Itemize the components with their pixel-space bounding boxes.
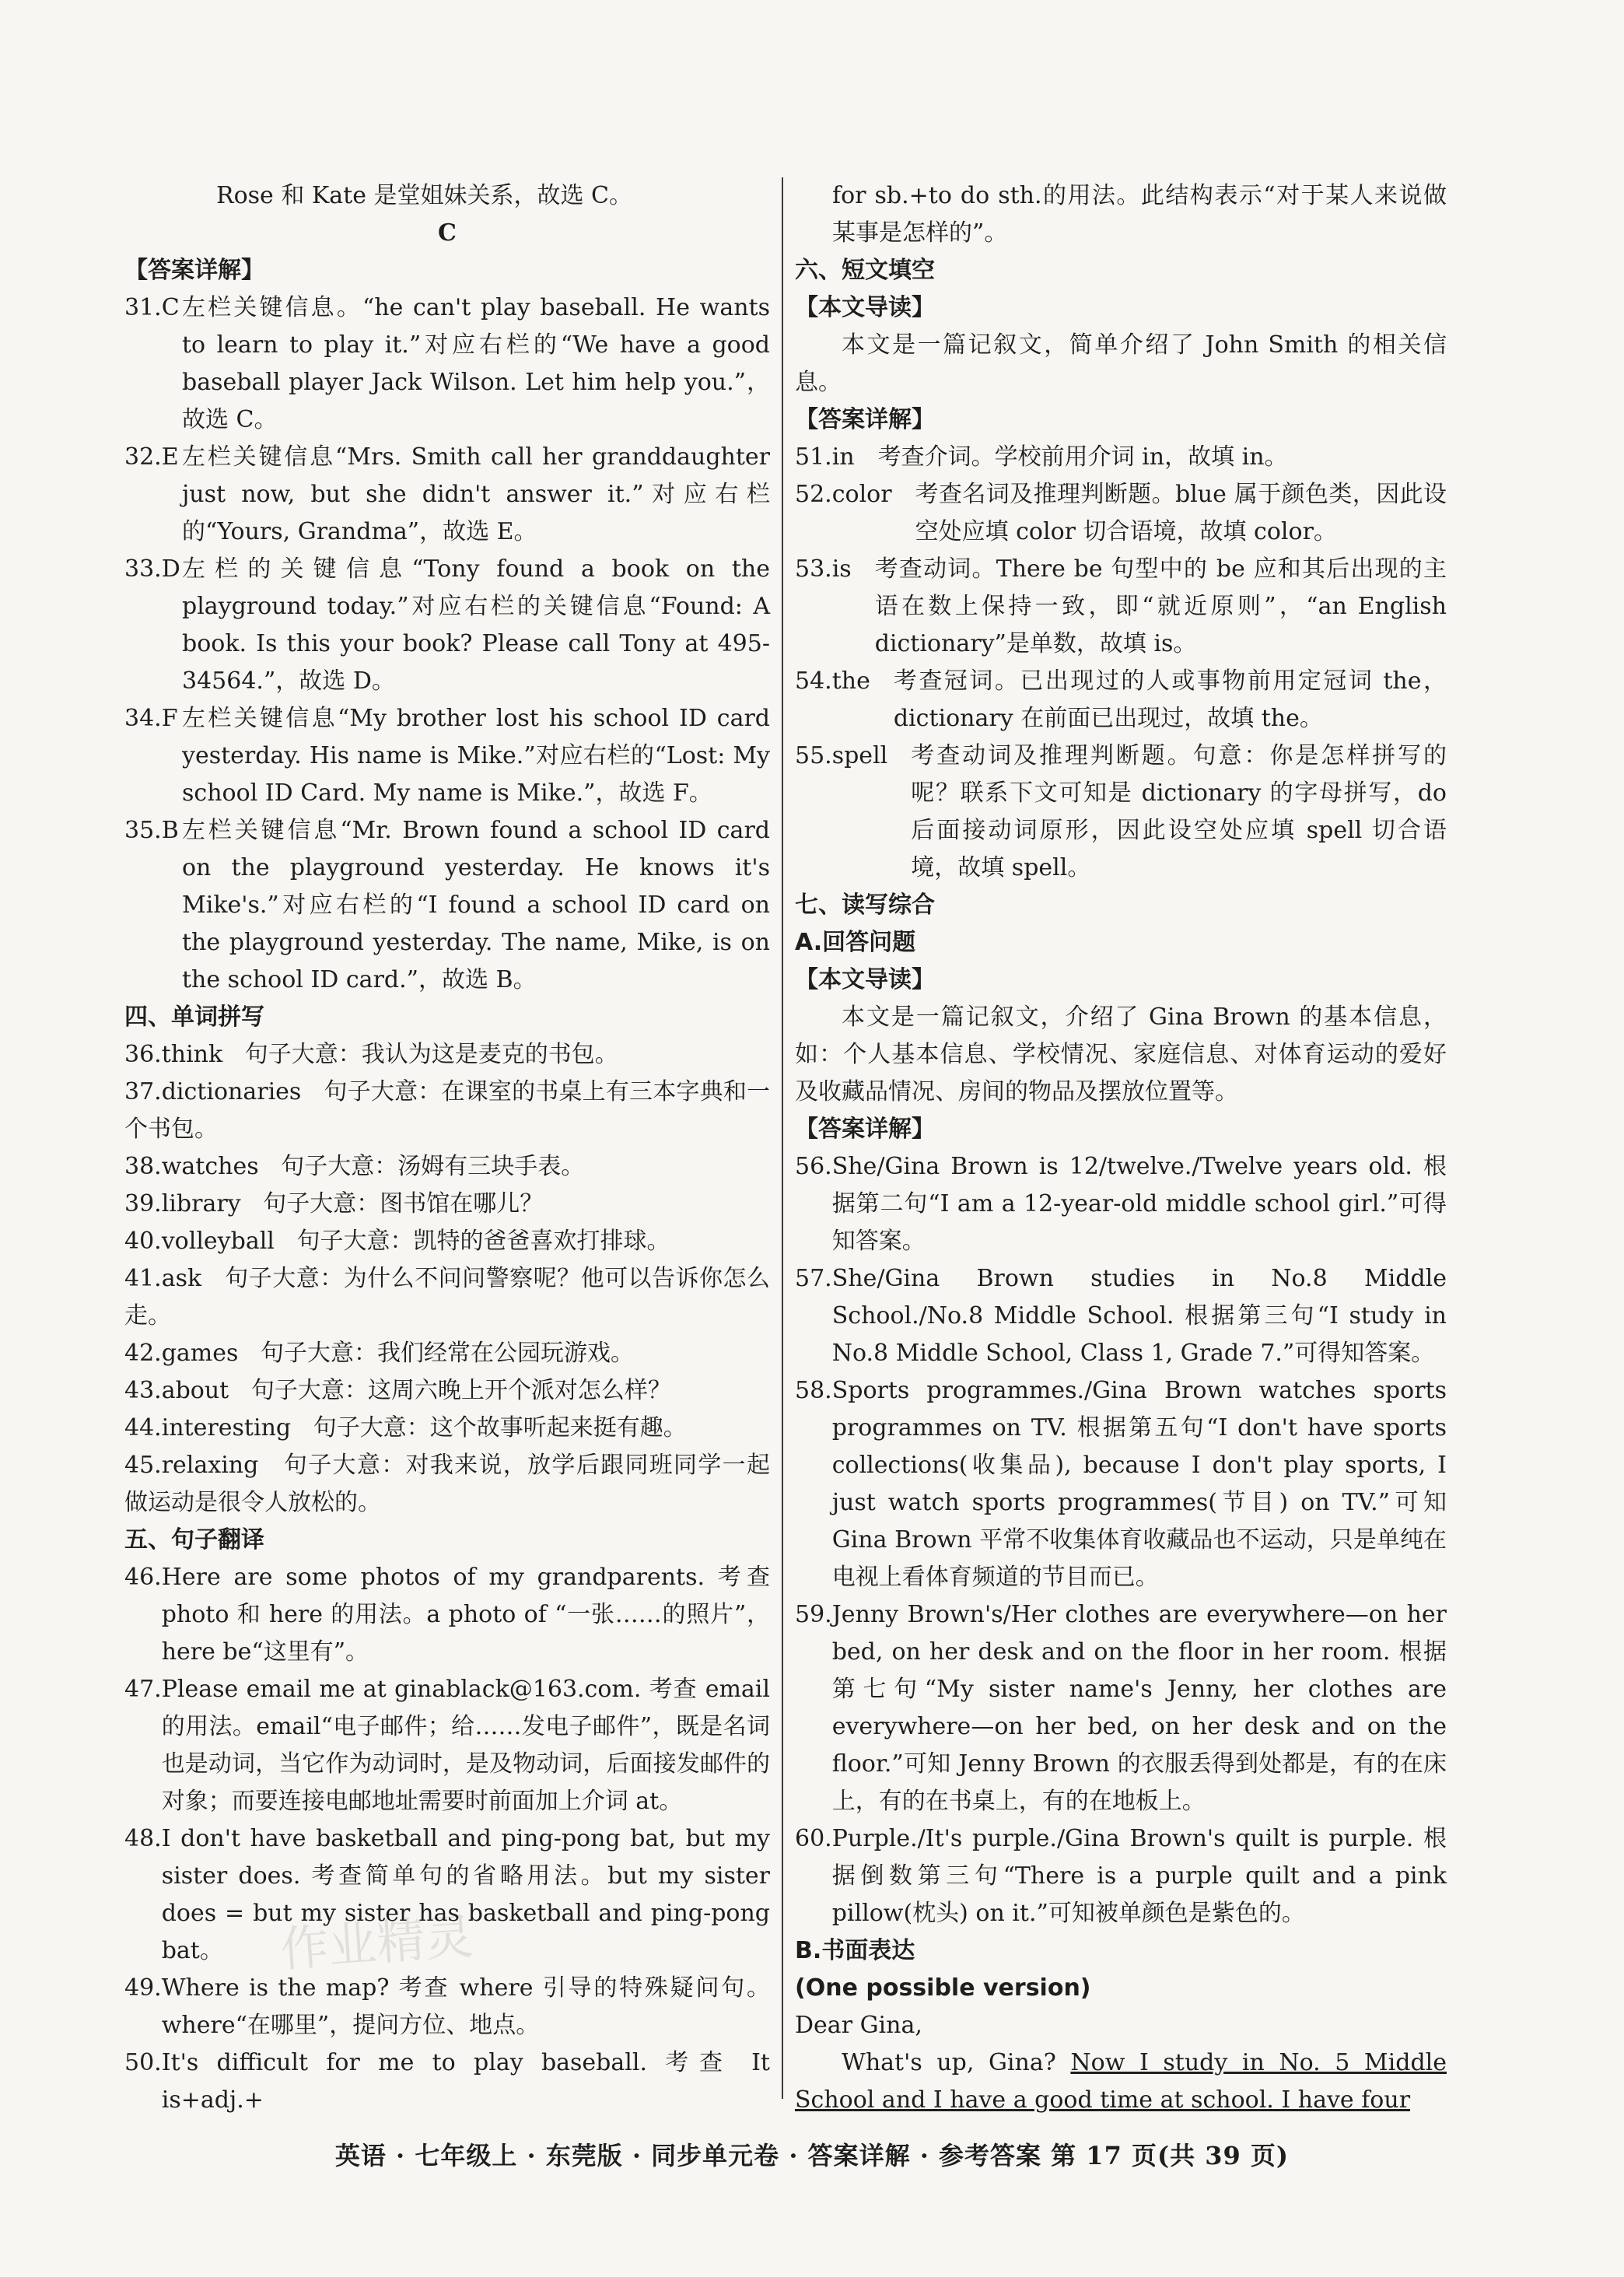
qa-item: 60. Purple./It's purple./Gina Brown's quilt is purple. 根据倒数第三句“There is a purple quilt and a pink pillow(枕头) on it.”可知被单颜色是紫色的。 bbox=[795, 1825, 1447, 1927]
answer-heading: 【答案详解】 bbox=[795, 406, 935, 433]
watermark: 作业精灵 bbox=[278, 1907, 475, 1978]
guide-heading: 【本文导读】 bbox=[795, 966, 935, 993]
word-item: 37.dictionaries 句子大意：在课室的书桌上有三本字典和一个书包。 bbox=[124, 1078, 771, 1143]
fill-item: 52.color 考查名词及推理判断题。blue 属于颜色类，因此设空处应填 color 切合语境，故填 color。 bbox=[795, 481, 1447, 545]
translation-item: 46. Here are some photos of my grandparents. 考查 photo 和 here 的用法。a photo of “一张……的照片”，here be“这里有”。 bbox=[124, 1564, 770, 1666]
subsection-b-heading: B.书面表达 bbox=[795, 1937, 915, 1964]
translation-item: 48. I don't have basketball and ping-pong bat, but my sister does. 考查简单句的省略用法。but my sister does = but my sister has basketball and ping-pong bat。 bbox=[124, 1825, 770, 1964]
word-item: 38.watches 句子大意：汤姆有三块手表。 bbox=[124, 1153, 585, 1180]
qa-item: 59. Jenny Brown's/Her clothes are everywhere—on her bed, on her desk and on the floor in her room. 根据第七句“My sister name's Jenny, her clothes are everywhere—on her bed, on her desk and on the floor.”可知 Jenny Brown 的衣服丢得到处都是，有的在床上，有的在书桌上，有的在地板上。 bbox=[795, 1601, 1447, 1815]
continued-text: for sb.+to do sth.的用法。此结构表示“对于某人来说做某事是怎样的”。 bbox=[832, 182, 1447, 247]
fill-item: 55.spell 考查动词及推理判断题。句意：你是怎样拼写的呢？联系下文可知是 dictionary 的字母拼写，do 后面接动词原形，因此设空处应填 spell 切合语境，故填 spell。 bbox=[795, 742, 1447, 881]
section-c-label: C bbox=[438, 219, 457, 247]
subsection-a-heading: A.回答问题 bbox=[795, 929, 916, 956]
word-item: 43.about 句子大意：这周六晚上开个派对怎么样？ bbox=[124, 1377, 671, 1404]
section-5-heading: 五、句子翻译 bbox=[124, 1526, 264, 1554]
section-7-heading: 七、读写综合 bbox=[795, 892, 935, 919]
right-column bbox=[795, 177, 1447, 2119]
word-item: 39.library 句子大意：图书馆在哪儿？ bbox=[124, 1190, 544, 1217]
word-item: 41.ask 句子大意：为什么不问问警察呢？他可以告诉你怎么走。 bbox=[124, 1265, 771, 1329]
page-footer: 英语 · 七年级上 · 东莞版 · 同步单元卷 · 答案详解 · 参考答案 第 17 页(共 39 页) bbox=[334, 2141, 1290, 2170]
word-item: 42.games 句子大意：我们经常在公园玩游戏。 bbox=[124, 1340, 635, 1367]
qa-item: 56. She/Gina Brown is 12/twelve./Twelve years old. 根据第二句“I am a 12-year-old middle school girl.”可得知答案。 bbox=[795, 1153, 1447, 1255]
letter-salutation: Dear Gina, bbox=[795, 2012, 922, 2039]
answer-item: 34.F 左栏关键信息“My brother lost his school ID card yesterday. His name is Mike.”对应右栏的“Lost: My school ID Card. My name is Mike.”，故选 F。 bbox=[124, 705, 770, 807]
section-4-heading: 四、单词拼写 bbox=[124, 1004, 264, 1031]
translation-item: 50. It's difficult for me to play baseball. 考查 It is+adj.+ bbox=[124, 2049, 770, 2114]
word-item: 40.volleyball 句子大意：凯特的爸爸喜欢打排球。 bbox=[124, 1228, 670, 1255]
answer-heading: 【答案详解】 bbox=[124, 257, 264, 284]
version-label: (One possible version) bbox=[795, 1974, 1091, 2002]
qa-item: 58. Sports programmes./Gina Brown watches sports programmes on TV. 根据第五句“I don't have sports collections(收集品), because I don't play sports, I just watch sports programmes(节目) on TV.”可知 Gina Brown 平常不收集体育收藏品也不运动，只是单纯在电视上看体育频道的节目而已。 bbox=[795, 1377, 1447, 1591]
fill-item: 51.in 考查介词。学校前用介词 in，故填 in。 bbox=[795, 443, 1288, 471]
fill-item: 54.the 考查冠词。已出现过的人或事物前用定冠词 the，dictionary 在前面已出现过，故填 the。 bbox=[795, 667, 1447, 732]
left-column bbox=[124, 177, 770, 2119]
section-6-heading: 六、短文填空 bbox=[795, 257, 935, 284]
translation-item: 49. Where is the map? 考查 where 引导的特殊疑问句。where“在哪里”，提问方位、地点。 bbox=[124, 1974, 770, 2039]
word-item: 45.relaxing 句子大意：对我来说，放学后跟同班同学一起做运动是很令人放松的。 bbox=[124, 1452, 771, 1516]
letter-body: What's up, Gina? Now I study in No. 5 Middle School and I have a good time at school. I have four bbox=[795, 2049, 1447, 2114]
guide-heading: 【本文导读】 bbox=[795, 294, 935, 321]
word-item: 44.interesting 句子大意：这个故事听起来挺有趣。 bbox=[124, 1414, 687, 1442]
answer-item: 33.D 左栏的关键信息“Tony found a book on the playground today.”对应右栏的关键信息“Found: A book. Is this your book? Please call Tony at 495-34564.”，故选 D。 bbox=[124, 555, 770, 695]
column-divider bbox=[782, 177, 783, 2099]
guide-text: 本文是一篇记叙文，简单介绍了 John Smith 的相关信息。 bbox=[795, 331, 1447, 396]
intro-text: Rose 和 Kate 是堂姐妹关系，故选 C。 bbox=[216, 182, 633, 209]
answer-heading: 【答案详解】 bbox=[795, 1116, 935, 1143]
qa-item: 57. She/Gina Brown studies in No.8 Middle School./No.8 Middle School. 根据第三句“I study in No.8 Middle School, Class 1, Grade 7.”可得知答案。 bbox=[795, 1265, 1447, 1367]
guide-text: 本文是一篇记叙文，介绍了 Gina Brown 的基本信息，如：个人基本信息、学校情况、家庭信息、对体育运动的爱好及收藏品情况、房间的物品及摆放位置等。 bbox=[795, 1004, 1447, 1105]
word-item: 36.think 句子大意：我认为这是麦克的书包。 bbox=[124, 1041, 618, 1068]
answer-item: 31.C 左栏关键信息。“he can't play baseball. He wants to learn to play it.”对应右栏的“We have a good baseball player Jack Wilson. Let him help you.”，故选 C。 bbox=[124, 294, 770, 433]
answer-item: 35.B 左栏关键信息“Mr. Brown found a school ID card on the playground yesterday. He knows it's Mike's.”对应右栏的“I found a school ID card on the playground yesterday. The name, Mike, is on the school ID card.”，故选 B。 bbox=[124, 817, 770, 993]
translation-item: 47. Please email me at ginablack@163.com. 考查 email 的用法。email“电子邮件；给……发电子邮件”，既是名词也是动词，当它作为动词时，是及物动词，后面接发邮件的对象；而要连接电邮地址需要时前面加上介词 at。 bbox=[124, 1676, 770, 1815]
fill-item: 53.is 考查动词。There be 句型中的 be 应和其后出现的主语在数上保持一致，即“就近原则”，“an English dictionary”是单数，故填 is。 bbox=[795, 555, 1447, 657]
underlined-text: Now I study in No. 5 Middle School and I have a good time at school. I have four bbox=[795, 2049, 1447, 2114]
answer-item: 32.E 左栏关键信息“Mrs. Smith call her granddaughter just now, but she didn't answer it.”对应右栏的“Yours, Grandma”，故选 E。 bbox=[124, 443, 770, 545]
